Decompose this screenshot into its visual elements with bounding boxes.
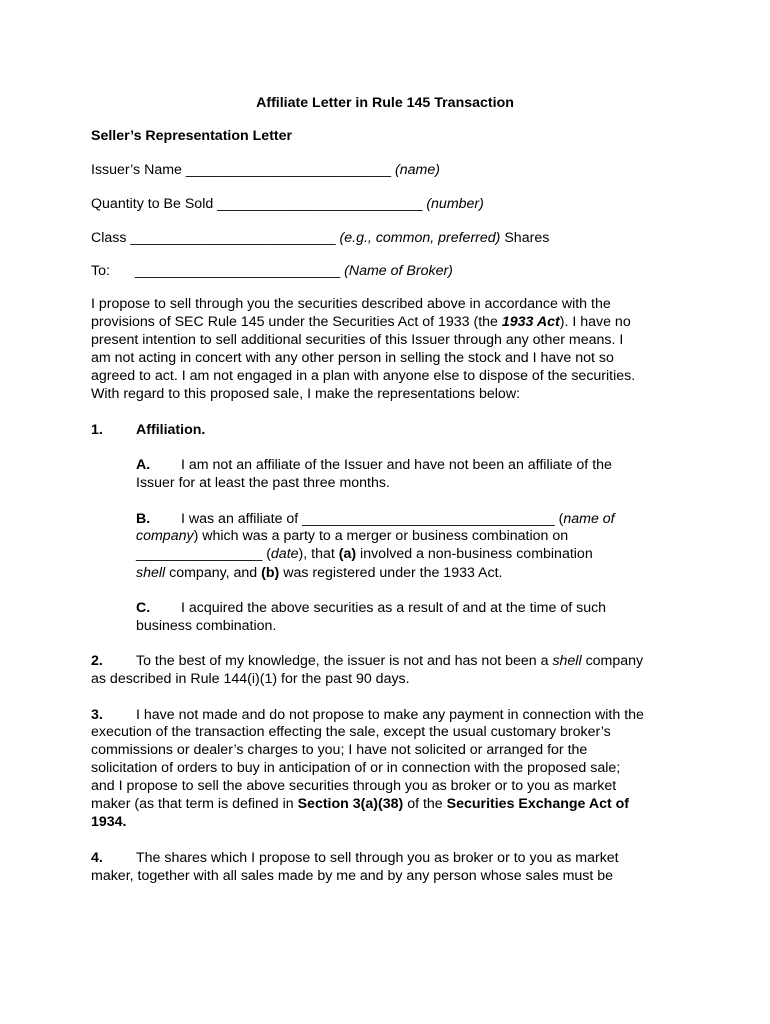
act-1933-ref: 1933 Act	[501, 314, 560, 330]
issuer-name-field	[91, 161, 440, 179]
section-2-text: To the best of my knowledge, the issuer is not and has not been a shell company	[136, 653, 644, 669]
document-subtitle: Seller’s Representation Letter	[91, 128, 293, 144]
intro-line: With regard to this proposed sale, I make the representations below:	[91, 386, 521, 402]
class-hint: (e.g., common, preferred)	[339, 230, 501, 246]
section-3-number: 3.	[91, 707, 103, 723]
class-blank: __________________________	[130, 230, 336, 246]
exchange-act-ref: Securities Exchange Act of	[446, 796, 630, 812]
quantity-field	[91, 195, 484, 213]
class-field	[91, 229, 549, 247]
section-2-number: 2.	[91, 653, 103, 669]
issuer-name-label: Issuer’s Name	[91, 162, 182, 178]
document-title: Affiliate Letter in Rule 145 Transaction	[256, 95, 514, 111]
quantity-blank: __________________________	[217, 196, 423, 212]
section-4-number: 4.	[91, 850, 103, 866]
section-4-text: maker, together with all sales made by me and by any person whose sales must be	[91, 868, 614, 884]
section-3-text: and I propose to sell the above securities through you as broker or to you as market	[91, 778, 617, 794]
section-3-text: maker (as that term is defined in Section 3(a)(38) of the Securities Exchange Act of	[91, 796, 630, 812]
class-label: Class	[91, 230, 127, 246]
section-2-text: as described in Rule 144(i)(1) for the past 90 days.	[91, 671, 410, 687]
item-a-text: Issuer for at least the past three months.	[136, 475, 390, 491]
to-label: To:	[91, 263, 110, 279]
intro-line: I propose to sell through you the securities described above in accordance with the	[91, 296, 611, 312]
section-1-heading: Affiliation.	[136, 422, 206, 438]
section-3-text: I have not made and do not propose to make any payment in connection with the	[136, 707, 644, 723]
to-hint: (Name of Broker)	[344, 263, 453, 279]
section-3a38-ref: Section 3(a)(38)	[297, 796, 404, 812]
item-c-text: I acquired the above securities as a result of and at the time of such	[181, 600, 607, 616]
quantity-hint: (number)	[426, 196, 484, 212]
intro-line: present intention to sell additional securities of this Issuer through any other means. I	[91, 332, 624, 348]
section-3-text: commissions or dealer’s charges to you; I have not solicited or arranged for the	[91, 742, 588, 758]
issuer-name-hint: (name)	[395, 162, 440, 178]
section-1-number: 1.	[91, 422, 103, 438]
intro-line: agreed to act. I am not engaged in a plan with anyone else to dispose of the securities.	[91, 368, 636, 384]
quantity-label: Quantity to Be Sold	[91, 196, 214, 212]
item-b-text: shell company, and (b) was registered under the 1933 Act.	[136, 565, 503, 581]
section-3-text: execution of the transaction effecting the sale, except the usual customary broker’s	[91, 724, 611, 740]
item-b-text: ________________ (date), that (a) involved a non-business combination	[136, 546, 593, 562]
to-blank: __________________________	[135, 263, 341, 279]
item-b-text: I was an affiliate of ________________________________ (name of	[181, 511, 615, 527]
issuer-name-blank: __________________________	[185, 162, 392, 178]
class-suffix: Shares	[500, 230, 550, 246]
intro-line: am not acting in concert with any other person in selling the stock and I have not so	[91, 350, 614, 366]
intro-line: provisions of SEC Rule 145 under the Securities Act of 1933 (the 1933 Act). I have no	[91, 314, 631, 330]
section-3-text: 1934.	[91, 814, 127, 830]
section-3-text: solicitation of orders to buy in anticipation of or in connection with the proposed sale;	[91, 760, 621, 776]
item-c-text: business combination.	[136, 618, 277, 634]
item-a-label: A.	[136, 457, 151, 473]
item-b-text: company) which was a party to a merger or business combination on	[136, 528, 569, 544]
section-4-text: The shares which I propose to sell through you as broker or to you as market	[136, 850, 619, 866]
item-b-label: B.	[136, 511, 151, 527]
to-field-value	[135, 262, 453, 280]
item-c-label: C.	[136, 600, 151, 616]
to-field	[91, 262, 110, 280]
item-a-text: I am not an affiliate of the Issuer and have not been an affiliate of the	[181, 457, 612, 473]
